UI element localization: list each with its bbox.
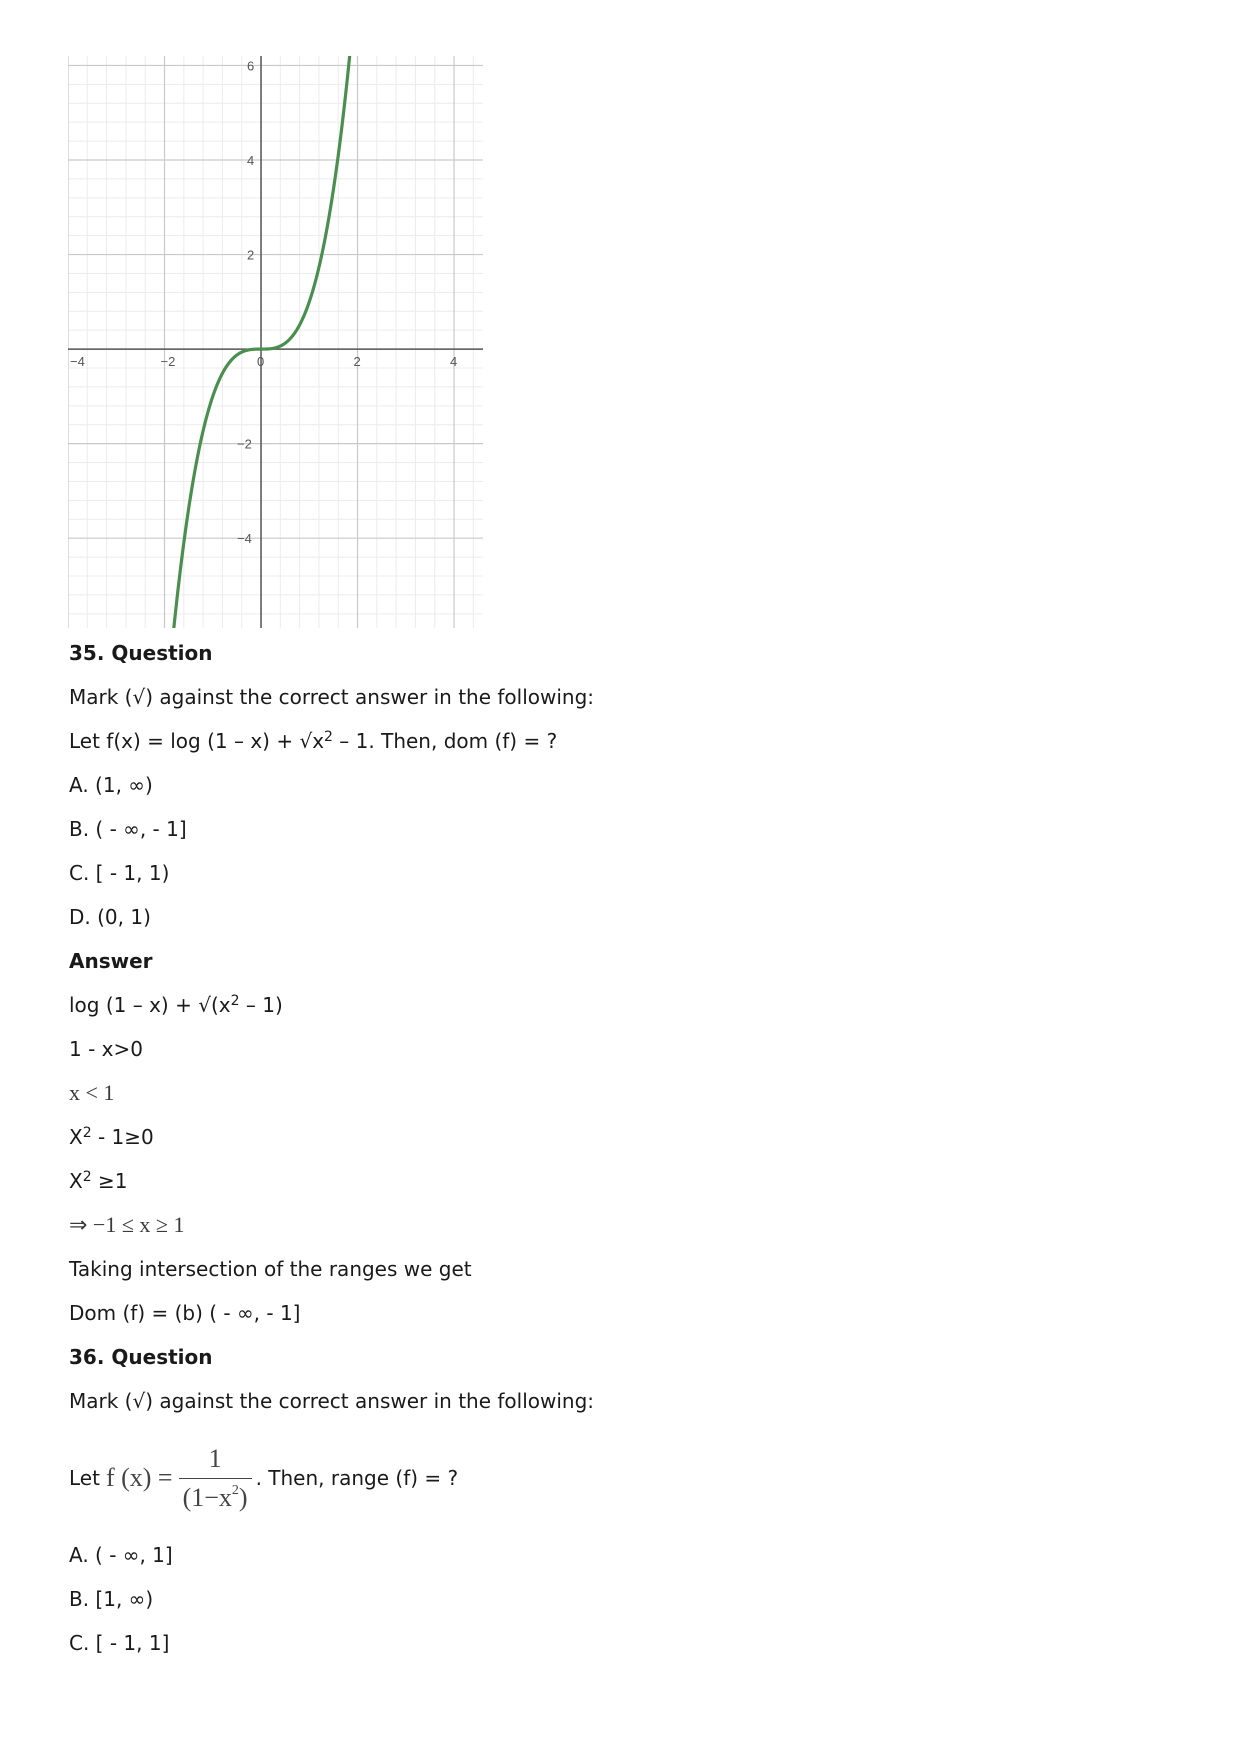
y-tick-label: −2 [237, 436, 252, 452]
q35-option-d: D. (0, 1) [69, 905, 151, 929]
fraction-denominator [179, 1478, 252, 1513]
sol-4-prefix: X [69, 1125, 83, 1149]
y-tick-label: 4 [247, 153, 255, 168]
q36-option-a: A. ( - ∞, 1] [69, 1543, 173, 1567]
sol-5-sup: 2 [82, 1169, 92, 1185]
q35-option-a: A. (1, ∞) [69, 773, 153, 797]
y-tick-label: 6 [247, 58, 255, 74]
q35-stem [69, 728, 1169, 754]
tick-labels [70, 58, 457, 546]
den-sup: 2 [231, 1482, 239, 1498]
q35-solution-step-6: ⇒ −1 ≤ x ≥ 1 [69, 1212, 185, 1237]
q36-stem-suffix: . Then, range (f) = ? [255, 1466, 459, 1490]
sol-1-prefix: log (1 – x) + √(x [69, 993, 231, 1017]
q35-heading: 35. Question [69, 641, 213, 665]
sol-4-sup: 2 [82, 1125, 92, 1141]
x-tick-label: −4 [70, 354, 85, 370]
den-prefix: (1−x [182, 1482, 232, 1512]
sol-5-prefix: X [69, 1169, 83, 1193]
y-tick-label: 2 [247, 247, 255, 263]
q36-fraction [179, 1444, 252, 1513]
q36-stem [69, 1432, 1169, 1524]
q35-solution-result: Dom (f) = (b) ( - ∞, - 1] [69, 1301, 301, 1325]
q36-option-c: C. [ - 1, 1] [69, 1631, 170, 1655]
q35-solution-step-5 [69, 1168, 1169, 1194]
x-tick-label: 2 [353, 354, 361, 370]
q36-function-name: f (x) = [105, 1463, 173, 1492]
q36-option-b: B. [1, ∞) [69, 1587, 154, 1611]
worksheet-content [69, 640, 1169, 1674]
q35-solution-step-7: Taking intersection of the ranges we get [69, 1257, 472, 1281]
graph-canvas [68, 56, 483, 628]
q35-stem-suffix: – 1. Then, dom (f) = ? [332, 729, 558, 753]
major-grid [68, 56, 483, 628]
sol-4-suffix: - 1≥0 [91, 1125, 154, 1149]
q35-option-c: C. [ - 1, 1) [69, 861, 170, 885]
q35-solution-step-2: 1 - x>0 [69, 1037, 143, 1061]
q36-instruction: Mark (√) against the correct answer in the following: [69, 1389, 595, 1413]
fraction-numerator: 1 [208, 1443, 222, 1473]
q35-answer-heading: Answer [69, 949, 153, 973]
axes [68, 56, 483, 628]
q35-instruction: Mark (√) against the correct answer in the following: [69, 685, 595, 709]
q35-solution-step-3: x < 1 [69, 1080, 115, 1105]
x-tick-label: 4 [450, 354, 458, 370]
minor-grid [68, 56, 483, 628]
cubic-function-graph [68, 56, 483, 628]
sol-5-suffix: ≥1 [91, 1169, 128, 1193]
q35-option-b: B. ( - ∞, - 1] [69, 817, 187, 841]
q35-solution-step-4 [69, 1124, 1169, 1150]
q35-stem-prefix: Let f(x) = log (1 – x) + √x [69, 729, 325, 753]
den-suffix: ) [238, 1482, 248, 1512]
x-tick-label: 0 [257, 354, 265, 370]
q36-stem-let: Let [69, 1466, 100, 1490]
sol-1-suffix: – 1) [239, 993, 283, 1017]
q36-heading: 36. Question [69, 1345, 213, 1369]
q35-solution-step-1 [69, 992, 1169, 1018]
sol-1-sup: 2 [230, 993, 240, 1009]
x-tick-label: −2 [160, 354, 176, 370]
y-tick-label: −4 [237, 531, 252, 547]
q35-stem-sup: 2 [324, 729, 333, 745]
